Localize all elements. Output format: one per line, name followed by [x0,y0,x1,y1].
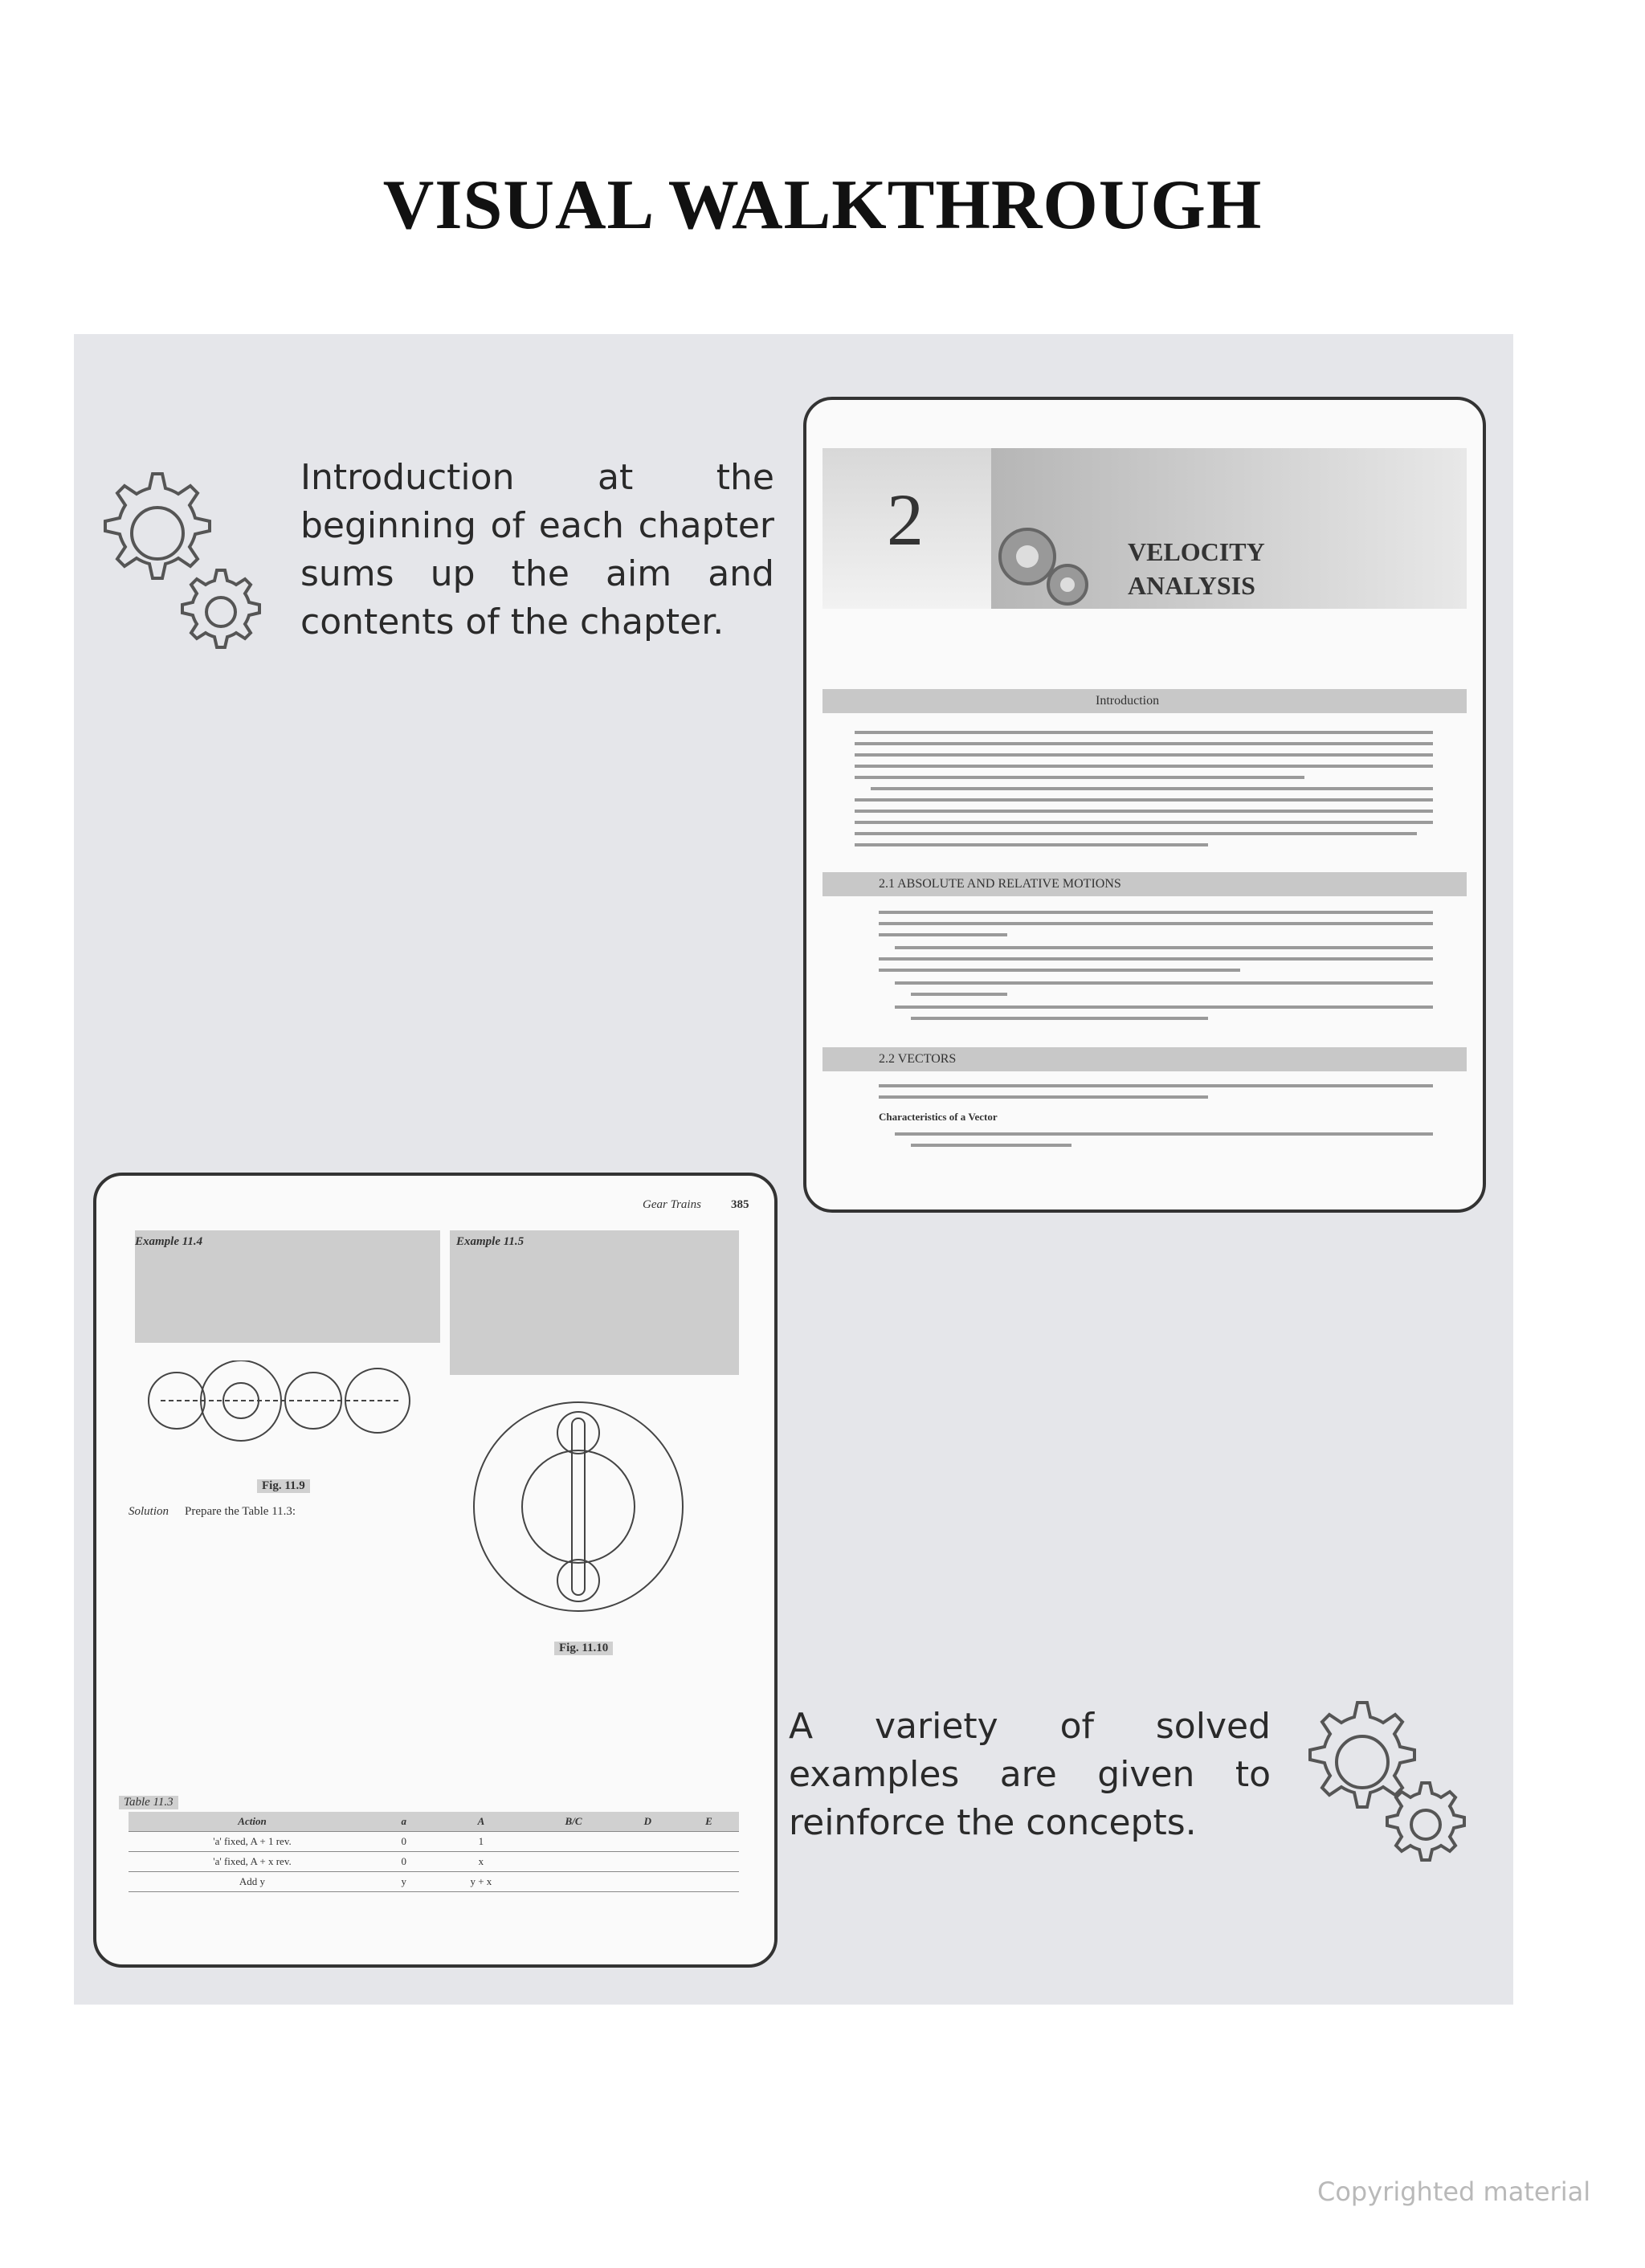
table-row [129,1872,739,1892]
table-cell: 1 [431,1832,530,1852]
table-header: E [679,1812,739,1832]
text-line [895,1006,1433,1009]
text-line [879,957,1433,961]
table-11-3 [129,1812,739,1892]
text-line [895,1132,1433,1136]
page-title: VISUAL WALKTHROUGH [382,166,1263,244]
solution-label: Solution [129,1505,169,1518]
text-line [855,821,1433,824]
text-line [855,798,1433,802]
text-line [911,1017,1208,1020]
table-caption: Table 11.3 [119,1796,178,1809]
table-cell [679,1832,739,1852]
intro-heading: Introduction [1096,694,1160,708]
text-line [855,843,1208,846]
table-cell [530,1872,616,1892]
text-line [855,742,1433,745]
fig-1-caption: Fig. 11.9 [257,1479,310,1493]
example-page-preview [93,1173,778,1968]
text-line [895,981,1433,985]
table-row [129,1832,739,1852]
text-line [855,776,1304,779]
table-cell: 0 [376,1852,431,1872]
text-line [879,922,1433,925]
table-header-row [129,1812,739,1832]
table-cell [679,1852,739,1872]
example-2-label: Example 11.5 [456,1235,525,1248]
text-line [911,993,1007,996]
gears-icon [1293,1695,1470,1871]
text-line [879,1095,1208,1099]
text-line [879,933,1007,936]
text-line [871,787,1433,790]
gears-icon [88,466,265,659]
table-header: a [376,1812,431,1832]
table-header: Action [129,1812,376,1832]
table-row [129,1852,739,1872]
examples-caption: A variety of solved examples are given to reinforce the concepts. [789,1706,1271,1843]
chapter-number: 2 [887,479,924,561]
fig-2-caption: Fig. 11.10 [554,1642,613,1655]
page-number: 385 [731,1198,749,1211]
table-header: A [431,1812,530,1832]
table-cell: 'a' fixed, A + x rev. [129,1852,376,1872]
text-line [855,731,1433,734]
table-cell: y + x [431,1872,530,1892]
text-line [895,946,1433,949]
table-cell: Add y [129,1872,376,1892]
table-cell [617,1832,679,1852]
epicyclic-figure [458,1386,699,1627]
text-line [855,832,1417,835]
text-line [911,1144,1071,1147]
text-line [855,753,1433,757]
table-cell: 'a' fixed, A + 1 rev. [129,1832,376,1852]
prepare-table-text: Prepare the Table 11.3: [185,1505,296,1518]
copyright-notice: Copyrighted material [1317,2176,1591,2207]
table-cell [679,1872,739,1892]
chapter-title: VELOCITY ANALYSIS [1128,537,1264,600]
chapter-gears-icon [987,520,1100,609]
text-line [855,765,1433,768]
text-line [855,810,1433,813]
text-line [879,911,1433,914]
chapter-page-preview [803,397,1486,1213]
table-cell: 0 [376,1832,431,1852]
text-line [879,1084,1433,1087]
table-cell: x [431,1852,530,1872]
table-cell [530,1852,616,1872]
gear-train-figure [129,1360,434,1449]
table-cell: y [376,1872,431,1892]
example-1-label: Example 11.4 [135,1235,203,1248]
table-cell [530,1832,616,1852]
table-cell [617,1872,679,1892]
table-header: D [617,1812,679,1832]
section-1-heading: 2.1 ABSOLUTE AND RELATIVE MOTIONS [879,877,1121,891]
intro-caption: Introduction at the beginning of each chapter sums up the aim and contents of the chapter. [300,457,774,642]
table-cell [617,1852,679,1872]
table-header: B/C [530,1812,616,1832]
example-2-box [450,1230,739,1375]
subheading: Characteristics of a Vector [879,1111,998,1123]
text-line [879,969,1240,972]
running-head: Gear Trains [643,1198,701,1211]
section-2-heading: 2.2 VECTORS [879,1052,957,1066]
